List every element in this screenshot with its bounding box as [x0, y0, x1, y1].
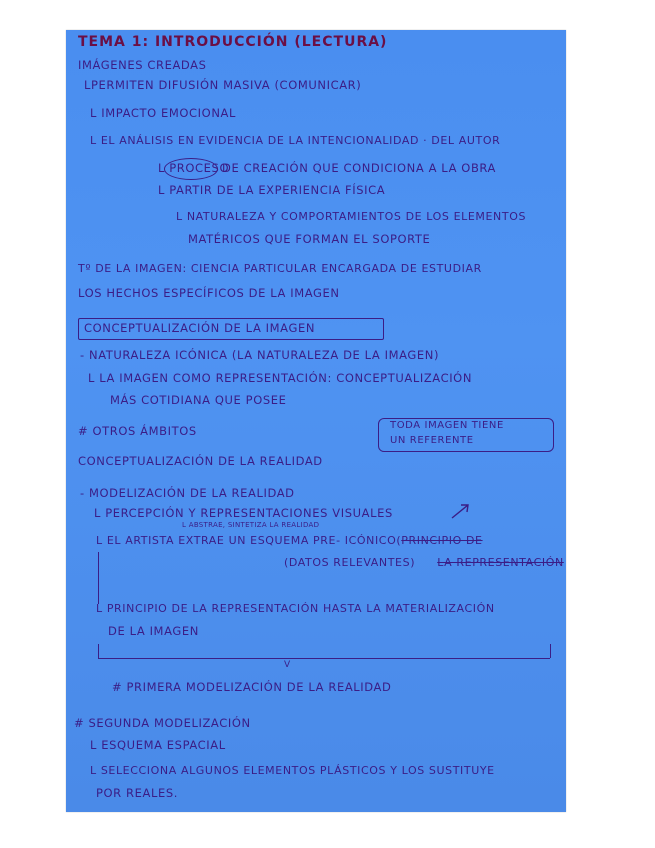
brace-line	[98, 658, 550, 659]
note-line: L PROCESO	[158, 161, 230, 175]
note-line: - MODELIZACIÓN DE LA REALIDAD	[80, 486, 295, 500]
note-line: L SELECCIONA ALGUNOS ELEMENTOS PLÁSTICOS Y LOS SUSTITUYE	[90, 764, 495, 777]
note-line: # OTROS ÁMBITOS	[78, 424, 197, 438]
note-line: CONCEPTUALIZACIÓN DE LA REALIDAD	[78, 454, 323, 468]
brace-right	[550, 644, 551, 658]
note-annotation: L ABSTRAE, SINTETIZA LA REALIDAD	[182, 521, 320, 529]
note-line: L LA IMAGEN COMO REPRESENTACIÓN: CONCEPTUALIZACIÓN	[88, 371, 473, 385]
note-line: Tº DE LA IMAGEN: CIENCIA PARTICULAR ENCARGADA DE ESTUDIAR	[78, 262, 482, 275]
note-line: L IMPACTO EMOCIONAL	[90, 106, 236, 120]
page-title: TEMA 1: INTRODUCCIÓN (LECTURA)	[78, 34, 388, 50]
brace-mark: V	[284, 660, 291, 670]
note-line: MATÉRICOS QUE FORMAN EL SOPORTE	[188, 232, 431, 246]
notebook-page	[66, 30, 566, 812]
note-line: L PARTIR DE LA EXPERIENCIA FÍSICA	[158, 183, 386, 197]
note-line: L EL ARTISTA EXTRAE UN ESQUEMA PRE- ICÓNICO(PRINCIPIO DE	[96, 534, 483, 547]
note-line: L EL ANÁLISIS EN EVIDENCIA DE LA INTENCIONALIDAD · DEL AUTOR	[90, 134, 501, 147]
note-line: - NATURALEZA ICÓNICA (LA NATURALEZA DE LA IMAGEN)	[80, 348, 440, 362]
note-line: # SEGUNDA MODELIZACIÓN	[74, 716, 251, 730]
note-line: IMÁGENES CREADAS	[78, 58, 207, 72]
note-line: UN REFERENTE	[390, 435, 474, 446]
note-line: # PRIMERA MODELIZACIÓN DE LA REALIDAD	[112, 680, 392, 694]
bracket-line	[98, 552, 99, 604]
arrow-icon	[450, 502, 472, 520]
section-heading: CONCEPTUALIZACIÓN DE LA IMAGEN	[84, 321, 316, 335]
brace-left	[98, 644, 99, 658]
note-line: TODA IMAGEN TIENE	[390, 420, 504, 431]
note-line: L ESQUEMA ESPACIAL	[90, 738, 226, 752]
note-line: L PRINCIPIO DE LA REPRESENTACIÓN HASTA LA MATERIALIZACIÓN	[96, 602, 495, 615]
note-line: LOS HECHOS ESPECÍFICOS DE LA IMAGEN	[78, 286, 340, 300]
note-line: DE LA IMAGEN	[108, 624, 199, 638]
note-line: (DATOS RELEVANTES) LA REPRESENTACIÓN	[284, 556, 564, 569]
note-line: POR REALES.	[96, 786, 178, 800]
note-line: L PERCEPCIÓN Y REPRESENTACIONES VISUALES	[94, 506, 393, 520]
note-line: MÁS COTIDIANA QUE POSEE	[110, 393, 287, 407]
note-line: DE CREACIÓN QUE CONDICIONA A LA OBRA	[222, 161, 497, 175]
note-line: L NATURALEZA Y COMPORTAMIENTOS DE LOS ELEMENTOS	[176, 210, 527, 223]
note-line: LPERMITEN DIFUSIÓN MASIVA (COMUNICAR)	[84, 78, 362, 92]
